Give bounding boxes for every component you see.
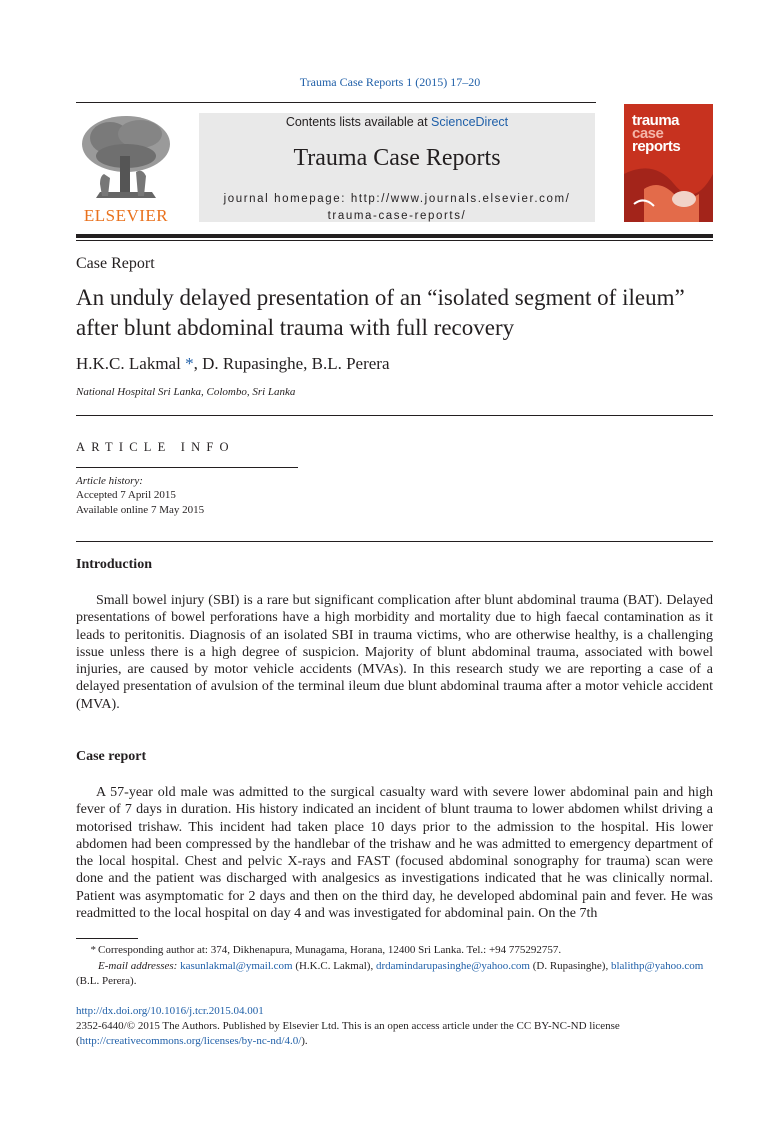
author-1: H.K.C. Lakmal xyxy=(76,354,186,373)
header-thick-rule xyxy=(76,234,713,238)
footnote xyxy=(76,943,716,990)
license-link[interactable]: http://creativecommons.org/licenses/by-nc-nd/4.0/ xyxy=(79,1034,302,1047)
homepage-line-2: trauma-case-reports/ xyxy=(327,210,467,222)
cover-title-2: case xyxy=(632,125,664,142)
other-authors: , D. Rupasinghe, B.L. Perera xyxy=(193,354,390,373)
article-history-label: Article history: xyxy=(76,475,143,487)
article-info-heading: ARTICLE INFO xyxy=(76,440,235,454)
affiliation: National Hospital Sri Lanka, Colombo, Sri Lanka xyxy=(76,386,296,398)
section-heading-case-report: Case report xyxy=(76,749,147,764)
article-info-rule xyxy=(76,467,298,468)
license-statement xyxy=(76,1019,713,1048)
homepage-line-1: journal homepage: http://www.journals.elsevier.com/ xyxy=(223,193,571,205)
email-link-1[interactable]: kasunlakmal@ymail.com xyxy=(180,959,293,972)
license-text: 2352-6440/© 2015 The Authors. Published by Elsevier Ltd. This is an open access article under the CC BY-NC-ND license ( xyxy=(76,1020,620,1047)
elsevier-wordmark: ELSEVIER xyxy=(83,206,169,225)
article-type: Case Report xyxy=(76,255,155,272)
cover-title-3: reports xyxy=(632,138,681,155)
author-list xyxy=(76,354,390,374)
corresponding-note xyxy=(76,943,716,959)
email-link-3[interactable]: blalithp@yahoo.com xyxy=(610,959,704,972)
journal-title: Trauma Case Reports xyxy=(293,145,501,171)
section-heading-introduction: Introduction xyxy=(76,557,152,572)
contents-line xyxy=(199,115,595,129)
case-report-text: A 57-year old male was admitted to the surgical casualty ward with severe lower abdominal pain and high fever of 7 days in duration. His history indicated an incident of blunt trauma to lower abdomen whilst driving a motorised trishaw. This incident had taken place 10 days prior to the admission to the hospital. His lower abdomen had been compressed by the handlebar of the trishaw and he was admitted to emergency department of the local hospital. Chest and pelvic X-rays and FAST (focused abdominal sonography for trauma) scan were done and the patient was discharged with analgesics as investigations indicated that he was clinically normal. Patient was asymptomatic for 2 days and then on the third day, he developed abdominal pain and fever. He was readmitted to the local hospital on day 4 and was investigated for abdominal pain. On the 7th xyxy=(76,785,713,922)
email-name-2: (D. Rupasinghe), xyxy=(529,959,611,972)
introduction-paragraph xyxy=(76,592,713,713)
header-thin-rule xyxy=(76,240,713,241)
journal-homepage[interactable] xyxy=(199,191,595,225)
online-date: Available online 7 May 2015 xyxy=(76,504,205,516)
email-line xyxy=(76,959,716,975)
email-line-cont xyxy=(76,974,716,990)
footnote-star: * xyxy=(90,944,96,956)
accepted-date: Accepted 7 April 2015 xyxy=(76,489,176,501)
header-top-rule xyxy=(76,102,596,103)
footnote-rule xyxy=(76,938,138,939)
corresponding-author-marker[interactable]: * xyxy=(185,354,194,373)
divider xyxy=(76,415,713,416)
cover-title-1: trauma xyxy=(632,112,680,129)
cover-title xyxy=(632,114,712,153)
journal-citation[interactable]: Trauma Case Reports 1 (2015) 17–20 xyxy=(299,75,481,89)
email-label: E-mail addresses: xyxy=(98,959,181,972)
introduction-text: Small bowel injury (SBI) is a rare but significant complication after blunt abdominal trauma (BAT). Delayed presentations of bowel perforations have a high morbidity and mortality due to high faecal contamination as it leads to peritonitis. Diagnosis of an isolated SBI in trauma victims, who are otherwise healthy, is a challenging issue unless there is a high degree of suspicion. Majority of blunt abdominal trauma, associated with bowel injuries, are caused by motor vehicle accidents (MVAs). In this research study we are reporting a case of a delayed presentation of avulsion of the terminal ileum due blunt abdominal trauma after a motor vehicle accident (MVA). xyxy=(76,593,713,712)
article-title: An unduly delayed presentation of an “isolated segment of ileum” after blunt abdominal trauma with full recovery xyxy=(76,285,685,340)
contents-prefix: Contents lists available at xyxy=(285,115,432,129)
email-name-3: (B.L. Perera). xyxy=(76,975,137,987)
divider xyxy=(76,541,713,542)
corresponding-text: Corresponding author at: 374, Dikhenapura, Munagama, Horana, 12400 Sri Lanka. Tel.: +94 775292757. xyxy=(98,944,562,956)
email-link-2[interactable]: drdamindarupasinghe@yahoo.com xyxy=(375,959,530,972)
email-name-1: (H.K.C. Lakmal), xyxy=(292,959,376,972)
doi-link[interactable]: http://dx.doi.org/10.1016/j.tcr.2015.04.001 xyxy=(76,1005,264,1017)
journal-cover-thumbnail[interactable] xyxy=(624,104,713,222)
case-report-paragraph xyxy=(76,784,713,922)
sciencedirect-link[interactable]: ScienceDirect xyxy=(431,115,509,129)
license-end: ). xyxy=(301,1034,308,1047)
tree-icon xyxy=(76,112,176,207)
